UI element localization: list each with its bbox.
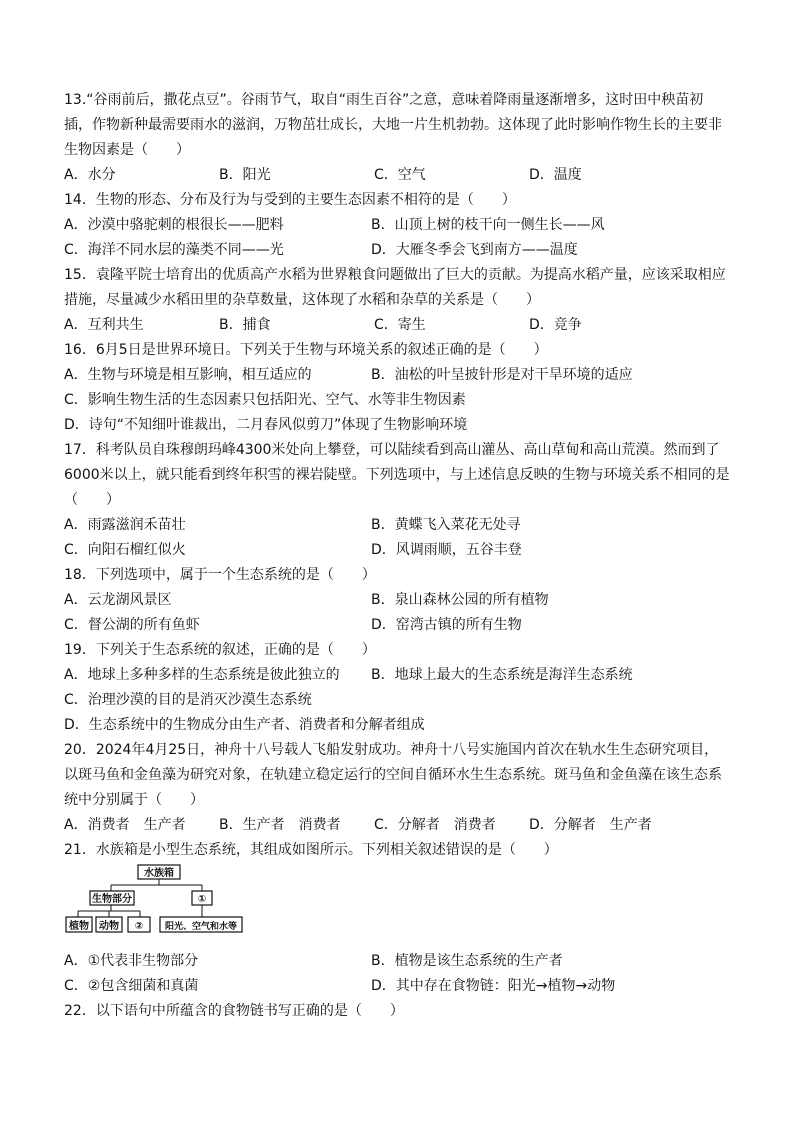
option-a: A．水分: [64, 167, 116, 183]
option-c: C．寄生: [374, 317, 426, 333]
option-a: A．沙漠中骆驼刺的根很长——肥料: [64, 217, 284, 233]
question-14-stem: 14．生物的形态、分布及行为与受到的主要生态因素不相符的是（ ）: [64, 192, 516, 208]
question-14-options-row-1: [64, 213, 732, 238]
abiotic-mark-label: ①: [197, 894, 207, 905]
option-b: B．阳光: [219, 167, 271, 183]
question-13-stem-line-3: 生物因素是（ ）: [64, 142, 190, 158]
question-20-options: [64, 813, 732, 838]
question-14: [64, 188, 732, 263]
question-15-stem-line-2: 措施，尽量减少水稻田里的杂草数量，这体现了水稻和杂草的关系是（ ）: [64, 292, 540, 308]
option-b: B．捕食: [219, 317, 271, 333]
question-20-stem-line-2: 以斑马鱼和金鱼藻为研究对象，在轨建立稳定运行的空间自循环水生生态系统。斑马鱼和金鱼藻在该生态系: [64, 767, 722, 783]
question-20: [64, 738, 732, 838]
option-c: C．海洋不同水层的藻类不同——光: [64, 242, 284, 258]
abiotic-items-label: 阳光、空气和水等: [164, 922, 238, 932]
option-b: B．山顶上树的枝干向一侧生长——风: [371, 217, 605, 233]
option-a: A．雨露滋润禾苗壮: [64, 517, 186, 533]
option-a: A．生物与环境是相互影响，相互适应的: [64, 367, 312, 383]
option-d: D．诗句“不知细叶谁裁出，二月春风似剪刀”体现了生物影响环境: [64, 417, 468, 433]
question-21: [64, 838, 732, 999]
option-d: D．大雁冬季会飞到南方——温度: [371, 242, 578, 258]
aquarium-diagram-svg: [64, 863, 244, 947]
question-13-options: [64, 163, 732, 188]
option-b: B．植物是该生态系统的生产者: [371, 953, 563, 969]
option-c: C．督公湖的所有鱼虾: [64, 617, 200, 633]
option-c: C．分解者 消费者: [374, 817, 496, 833]
question-15: [64, 263, 732, 338]
question-18-stem: 18．下列选项中，属于一个生态系统的是（ ）: [64, 567, 376, 583]
option-c: C．空气: [374, 167, 426, 183]
option-d: D．竞争: [529, 317, 582, 333]
question-20-stem-line-3: 统中分别属于（ ）: [64, 792, 204, 808]
question-19-stem: 19．下列关于生态系统的叙述，正确的是（ ）: [64, 642, 376, 658]
question-16: [64, 338, 732, 438]
question-19: [64, 638, 732, 738]
question-17-stem-line-1: 17．科考队员自珠穆朗玛峰4300米处向上攀登，可以陆续看到高山灌丛、高山草甸和高山荒漠。然而到了: [64, 442, 720, 458]
option-a: A．①代表非生物部分: [64, 953, 199, 969]
question-19-options-row-1: [64, 663, 732, 688]
aquarium-diagram: [64, 863, 732, 947]
question-22-stem: 22．以下语句中所蕴含的食物链书写正确的是（ ）: [64, 1003, 404, 1019]
question-13-stem-line-2: 插，作物新种最需要雨水的滋润，万物茁壮成长，大地一片生机勃勃。这体现了此时影响作物生长的主要非: [64, 117, 722, 133]
question-13: [64, 88, 732, 188]
question-15-stem-line-1: 15．袁隆平院士培育出的优质高产水稻为世界粮食问题做出了巨大的贡献。为提高水稻产量，应该采取相应: [64, 267, 726, 283]
question-18-options-row-1: [64, 588, 732, 613]
biotic-label: 生物部分: [92, 894, 132, 905]
option-a: A．地球上多种多样的生态系统是彼此独立的: [64, 667, 340, 683]
question-13-stem-line-1: 13.“谷雨前后，撒花点豆”。谷雨节气，取自“雨生百谷”之意，意味着降雨量逐渐增多，这时田中秧苗初: [64, 92, 704, 108]
option-a: A．云龙湖风景区: [64, 592, 172, 608]
option-d: D．生态系统中的生物成分由生产者、消费者和分解者组成: [64, 717, 425, 733]
question-15-options: [64, 313, 732, 338]
option-d: D．分解者 生产者: [529, 817, 652, 833]
option-d: D．温度: [529, 167, 582, 183]
option-a: A．消费者 生产者: [64, 817, 186, 833]
question-16-stem: 16．6月5日是世界环境日。下列关于生物与环境关系的叙述正确的是（ ）: [64, 342, 548, 358]
option-b: B．油松的叶呈披针形是对干旱环境的适应: [371, 367, 633, 383]
question-16-options-row-1: [64, 363, 732, 388]
question-22: [64, 999, 732, 1024]
option-a: A．互利共生: [64, 317, 144, 333]
question-18: [64, 563, 732, 638]
animal-label: 动物: [99, 921, 119, 932]
question-14-options-row-2: [64, 238, 732, 263]
question-17-stem-line-3: （ ）: [64, 492, 120, 508]
question-21-stem: 21．水族箱是小型生态系统，其组成如图所示。下列相关叙述错误的是（ ）: [64, 842, 558, 858]
question-17: [64, 438, 732, 563]
option-c: C．②包含细菌和真菌: [64, 978, 199, 994]
option-b: B．生产者 消费者: [219, 817, 341, 833]
plant-label: 植物: [69, 921, 89, 932]
question-17-stem-line-2: 6000米以上，就只能看到终年积雪的裸岩陡壁。下列选项中，与上述信息反映的生物与环境关系不相同的是: [64, 467, 730, 483]
option-d: D．其中存在食物链：阳光→植物→动物: [371, 978, 616, 994]
question-18-options-row-2: [64, 613, 732, 638]
option-d: D．风调雨顺，五谷丰登: [371, 542, 522, 558]
option-b: B．泉山森林公园的所有植物: [371, 592, 549, 608]
question-17-options-row-1: [64, 513, 732, 538]
option-b: B．地球上最大的生态系统是海洋生态系统: [371, 667, 633, 683]
question-21-options-row-2: [64, 974, 732, 999]
option-c: C．向阳石榴红似火: [64, 542, 186, 558]
question-21-options-row-1: [64, 949, 732, 974]
option-d: D．窑湾古镇的所有生物: [371, 617, 522, 633]
question-20-stem-line-1: 20．2024年4月25日，神舟十八号载人飞船发射成功。神舟十八号实施国内首次在轨水生生态研究项目，: [64, 742, 719, 758]
root-label: 水族箱: [144, 868, 174, 879]
option-c: C．治理沙漠的目的是消灭沙漠生态系统: [64, 692, 312, 708]
question-17-options-row-2: [64, 538, 732, 563]
option-c: C．影响生物生活的生态因素只包括阳光、空气、水等非生物因素: [64, 392, 466, 408]
option-b: B．黄蝶飞入菜花无处寻: [371, 517, 521, 533]
decomposer-mark-label: ②: [134, 921, 144, 932]
exam-page: [64, 88, 732, 1024]
